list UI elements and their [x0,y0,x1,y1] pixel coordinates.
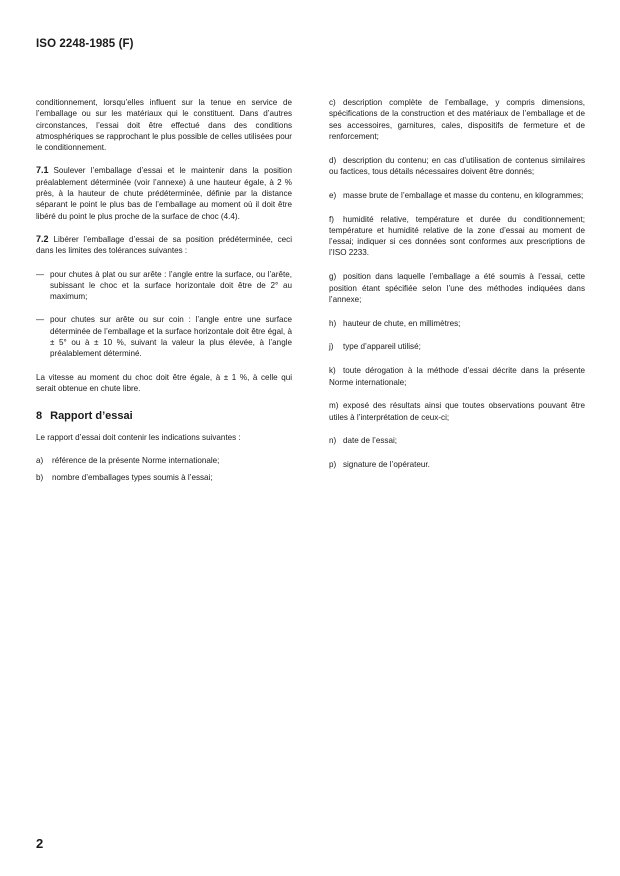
section-title: Rapport d’essai [50,410,133,423]
section-number: 8 [36,410,43,423]
list-letter: f) [329,214,334,224]
impact-speed-paragraph: La vitesse au moment du choc doit être égale, à ± 1 %, à celle qui serait obtenue en chute libre. [36,372,292,393]
list-letter: c) [329,98,336,107]
report-intro: Le rapport d’essai doit contenir les indications suivantes : [36,432,241,442]
list-item [36,455,292,466]
list-text: exposé des résultats ainsi que toutes observations pouvant être utiles à l’interprétation de ceux-ci; [329,401,585,422]
tolerance-text: pour chutes à plat ou sur arête : l’angle entre la surface, ou l’arête, subissant le choc et la surface horizontale doit être de 2° au maximum; [50,269,292,302]
list-item [329,97,585,142]
list-text: signature de l’opérateur. [343,460,430,470]
list-item [329,365,585,388]
list-letter: g) [329,272,337,282]
clause-7-1 [36,165,292,221]
conditioning-paragraph: conditionnement, lorsqu’elles influent sur la tenue en service de l’emballage ou sur les matériaux qui le constituent. Dans d’autres circonstances, l’essai doit être effectué dans des conditions atmosphériques se rapprochant le plus possible de celles utilisées pour le conditionnement. [36,98,292,153]
clause-number: 7.1 [36,165,49,176]
tolerance-text: pour chutes sur arête ou sur coin : l’angle entre une surface déterminée de l’emballage et la surface horizontale doit être égal, à ± 5° ou à ± 10 %, suivant la valeur la plus élevée, à l’angle préalablement déterminé. [50,315,292,359]
list-letter: p) [329,460,337,470]
tolerance-item-corner-drop [36,314,292,359]
dash-marker: — [36,315,45,325]
list-text: toute dérogation à la méthode d’essai décrite dans la présente Norme internationale; [329,366,585,387]
list-text: hauteur de chute, en millimètres; [343,318,461,328]
list-text: type d’appareil utilisé; [343,342,421,352]
list-item [329,435,585,446]
clause-7-2 [36,234,292,257]
list-item [329,271,585,305]
right-column [329,97,585,483]
clause-text: Soulever l’emballage d’essai et le maintenir dans la position préalablement déterminée (voir l’annexe) à une hauteur égale, à 2 % près, à la hauteur de chute prédéterminée, définie par la distance séparant le point le plus bas de l’emballage au moment où il doit être libéré du point le plus proche de la surface de choc (4.4). [36,166,292,221]
list-item [329,459,585,470]
list-text: humidité relative, température et durée du conditionnement; température et humidité relative de la zone d’essai au moment de l’essai; indiquer si ces données sont conformes aux prescriptions de l’ISO 2233. [329,214,585,258]
list-letter: d) [329,155,337,165]
list-text: masse brute de l’emballage et masse du contenu, en kilogrammes; [343,190,584,200]
list-item [36,472,292,483]
list-text: nombre d’emballages types soumis à l’essai; [52,473,213,483]
list-item [329,155,585,178]
list-letter: h) [329,318,337,328]
list-letter: a) [36,455,44,465]
left-column [36,97,292,483]
list-text: position dans laquelle l’emballage a été soumis à l’essai, cette position étant spécifiée selon l’une des méthodes indiquées dans l’annexe; [329,272,585,304]
list-text: description complète de l’emballage, y compris dimensions, spécifications de la construction et des matériaux de l’emballage et de ses accessoires, garnitures, cales, dispositifs de fermeture et de renforcement; [329,98,585,141]
clause-number: 7.2 [36,233,49,244]
list-text: date de l’essai; [343,436,397,446]
list-item [329,400,585,423]
list-letter: j) [329,342,334,352]
list-letter: n) [329,436,337,446]
list-item [329,190,585,201]
tolerance-item-flat-drop [36,269,292,303]
list-text: description du contenu; en cas d’utilisation de contenus similaires ou factices, tous détails nécessaires doivent être donnés; [329,155,585,176]
page-number: 2 [36,836,44,851]
list-item [329,341,585,352]
section-8-heading [36,411,292,422]
list-item [329,318,585,329]
document-header: ISO 2248-1985 (F) [36,38,134,50]
list-letter: b) [36,473,44,483]
list-item [329,214,585,259]
list-letter: m) [329,401,339,411]
clause-text: Libérer l’emballage d’essai de sa position prédéterminée, ceci dans les limites des tolérances suivantes : [36,234,292,256]
list-text: référence de la présente Norme internationale; [52,455,220,465]
list-letter: k) [329,366,336,376]
list-letter: e) [329,190,337,200]
dash-marker: — [36,269,45,279]
